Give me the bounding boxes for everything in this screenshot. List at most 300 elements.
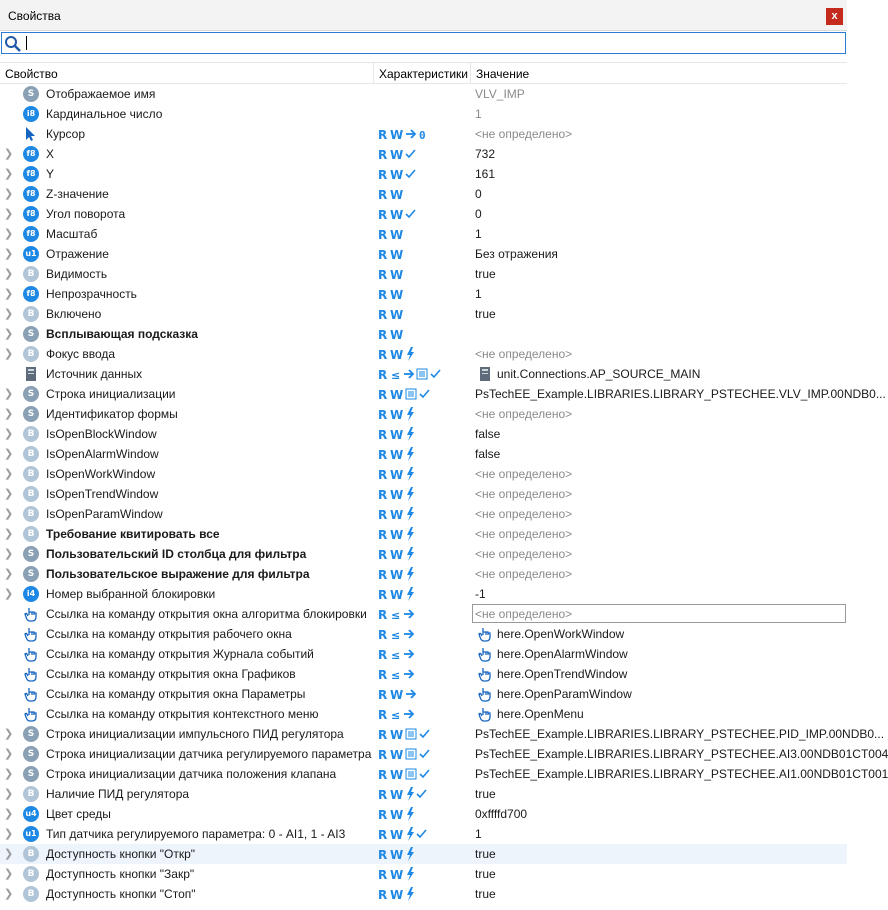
characteristics (377, 446, 418, 462)
property-row[interactable] (0, 424, 847, 444)
cursor-icon (23, 126, 39, 142)
characteristics (377, 866, 418, 882)
bolt-icon (407, 547, 414, 561)
type-i8-icon: i8 (23, 106, 39, 122)
check-icon (417, 830, 426, 837)
expand-chevron-icon[interactable]: ❯ (4, 168, 14, 180)
property-row[interactable] (0, 484, 847, 504)
characteristics (377, 346, 418, 362)
property-value[interactable]: 161 (475, 167, 496, 181)
property-row[interactable] (0, 884, 847, 904)
property-value[interactable]: true (475, 307, 496, 321)
type-u1-icon: u1 (23, 826, 39, 842)
bolt-icon (407, 527, 414, 541)
property-value[interactable]: true (475, 887, 496, 901)
svg-text:R: R (378, 888, 388, 902)
type-f8-icon: f8 (23, 206, 39, 222)
svg-text:W: W (390, 788, 404, 802)
property-row[interactable] (0, 184, 847, 204)
write-icon (390, 728, 403, 742)
write-icon (390, 588, 403, 602)
svg-text:W: W (390, 688, 404, 702)
property-row[interactable] (0, 224, 847, 244)
property-row[interactable] (0, 744, 888, 764)
property-value[interactable]: <не определено> (475, 527, 573, 541)
svg-text:R: R (378, 308, 388, 322)
property-value[interactable]: <не определено> (475, 607, 573, 621)
property-value[interactable]: 1 (475, 827, 482, 841)
svg-text:R: R (378, 328, 388, 342)
read-icon (378, 848, 387, 862)
characteristics (377, 146, 420, 162)
read-icon (378, 328, 387, 342)
search-input[interactable] (26, 36, 27, 50)
pointer-hand-icon (23, 706, 39, 722)
svg-text:R: R (378, 548, 388, 562)
write-icon (390, 168, 403, 182)
svg-text:W: W (390, 868, 404, 882)
write-icon (390, 208, 403, 222)
property-name: Кардинальное число (46, 107, 163, 121)
write-icon (390, 408, 403, 422)
write-icon (390, 148, 403, 162)
read-icon (378, 668, 387, 682)
read-icon (378, 728, 387, 742)
property-name: IsOpenParamWindow (46, 507, 163, 521)
property-row[interactable] (0, 464, 847, 484)
write-icon (390, 348, 403, 362)
property-row[interactable] (0, 124, 847, 144)
property-name: Z-значение (46, 187, 109, 201)
property-row[interactable] (0, 284, 847, 304)
svg-text:R: R (378, 708, 388, 722)
svg-text:R: R (378, 508, 388, 522)
property-row[interactable] (0, 784, 847, 804)
type-b-icon: B (23, 866, 39, 882)
read-icon (378, 788, 387, 802)
expand-chevron-icon[interactable]: ❯ (4, 828, 14, 840)
svg-text:W: W (390, 768, 404, 782)
type-i4-icon: i4 (23, 586, 39, 602)
write-icon (390, 888, 403, 902)
pointer-hand-icon (23, 606, 39, 622)
property-row[interactable] (0, 344, 847, 364)
svg-text:≤: ≤ (391, 609, 401, 622)
property-value[interactable]: PsTechEE_Example.LIBRARIES.LIBRARY_PSTECHEE.AI1.00NDB01CT001 (475, 767, 888, 781)
svg-text:W: W (390, 528, 404, 542)
bolt-icon (407, 427, 414, 441)
reference-icon (391, 649, 400, 662)
read-icon (378, 208, 387, 222)
property-value[interactable]: -1 (475, 587, 486, 601)
read-icon (378, 868, 387, 882)
type-s-icon: S (23, 766, 39, 782)
type-b-icon: B (23, 266, 39, 282)
property-name: Доступность кнопки "Закр" (46, 867, 195, 881)
property-row[interactable] (0, 444, 847, 464)
svg-text:W: W (390, 228, 404, 242)
pointer-hand-icon (23, 626, 39, 642)
read-icon (378, 708, 387, 722)
property-value[interactable]: <не определено> (475, 507, 573, 521)
close-button[interactable]: x (826, 8, 843, 25)
read-icon (378, 568, 387, 582)
property-row[interactable] (0, 144, 847, 164)
read-icon (378, 888, 387, 902)
property-name: Пользовательский ID столбца для фильтра (46, 547, 307, 561)
write-icon (390, 388, 403, 402)
property-row[interactable] (0, 724, 885, 744)
property-value[interactable]: PsTechEE_Example.LIBRARIES.LIBRARY_PSTECHEE.AI3.00NDB01CT004 (475, 747, 888, 761)
property-value[interactable]: here.OpenWorkWindow (497, 627, 625, 641)
arrow-right-icon (406, 130, 415, 138)
property-name: Ссылка на команду открытия рабочего окна (46, 627, 292, 641)
write-icon (390, 508, 403, 522)
arrow-right-icon (404, 370, 413, 378)
read-icon (378, 688, 387, 702)
property-value[interactable]: here.OpenParamWindow (497, 687, 632, 701)
expand-chevron-icon[interactable]: ❯ (4, 388, 14, 400)
column-characteristics[interactable]: Характеристики (379, 67, 468, 81)
svg-text:R: R (378, 528, 388, 542)
svg-text:W: W (390, 188, 404, 202)
type-b-icon: B (23, 526, 39, 542)
property-row[interactable] (0, 264, 847, 284)
property-value[interactable]: here.OpenMenu (497, 707, 584, 721)
expand-chevron-icon[interactable]: ❯ (4, 568, 14, 580)
property-row[interactable] (0, 604, 847, 624)
property-row[interactable] (0, 324, 847, 344)
write-icon (390, 268, 403, 282)
pointer-hand-icon (477, 626, 493, 642)
characteristics (377, 266, 407, 282)
expand-chevron-icon[interactable]: ❯ (4, 348, 14, 360)
svg-text:W: W (390, 388, 404, 402)
expand-chevron-icon[interactable]: ❯ (4, 508, 14, 520)
column-divider[interactable] (373, 63, 374, 83)
characteristics (377, 526, 418, 542)
type-f8-icon: f8 (23, 226, 39, 242)
type-s-icon: S (23, 326, 39, 342)
write-icon (390, 328, 403, 342)
property-value[interactable]: 0 (475, 187, 482, 201)
characteristics (377, 766, 434, 782)
characteristics (377, 826, 431, 842)
svg-text:R: R (378, 148, 388, 162)
column-divider[interactable] (470, 63, 471, 83)
svg-text:W: W (390, 428, 404, 442)
pointer-hand-icon (23, 646, 39, 662)
property-name: Масштаб (46, 227, 98, 241)
expand-chevron-icon[interactable]: ❯ (4, 528, 14, 540)
property-name: Доступность кнопки "Откр" (46, 847, 196, 861)
svg-text:R: R (378, 748, 388, 762)
read-icon (378, 648, 387, 662)
property-value[interactable]: PsTechEE_Example.LIBRARIES.LIBRARY_PSTECHEE.VLV_IMP.00NDB0... (475, 387, 886, 401)
write-icon (390, 128, 403, 142)
expand-chevron-icon[interactable]: ❯ (4, 328, 14, 340)
check-icon (420, 770, 429, 777)
property-row[interactable] (0, 644, 847, 664)
property-row[interactable] (0, 704, 847, 724)
check-icon (406, 150, 415, 157)
property-value[interactable]: <не определено> (475, 347, 573, 361)
characteristics (377, 646, 418, 662)
write-icon (390, 248, 403, 262)
property-value[interactable]: <не определено> (475, 487, 573, 501)
property-row[interactable] (0, 764, 888, 784)
expand-chevron-icon[interactable]: ❯ (4, 588, 14, 600)
type-s-icon: S (23, 726, 39, 742)
characteristics (377, 546, 418, 562)
property-list (0, 84, 888, 904)
property-value[interactable]: unit.Connections.AP_SOURCE_MAIN (497, 367, 701, 381)
arrow-right-icon (404, 670, 413, 678)
bolt-icon (407, 867, 414, 881)
property-row[interactable] (0, 844, 847, 864)
property-row[interactable] (0, 864, 847, 884)
property-row[interactable] (0, 304, 847, 324)
property-value[interactable]: 1 (475, 287, 482, 301)
property-value[interactable]: <не определено> (475, 567, 573, 581)
characteristics (377, 406, 418, 422)
write-icon (390, 808, 403, 822)
title-bar (0, 0, 847, 31)
bolt-icon (407, 807, 414, 821)
property-value[interactable]: 732 (475, 147, 496, 161)
expand-chevron-icon[interactable]: ❯ (4, 188, 14, 200)
expand-chevron-icon[interactable]: ❯ (4, 448, 14, 460)
expand-chevron-icon[interactable]: ❯ (4, 248, 14, 260)
write-icon (390, 688, 403, 702)
expand-chevron-icon[interactable]: ❯ (4, 728, 14, 740)
expand-chevron-icon[interactable]: ❯ (4, 148, 14, 160)
read-icon (378, 408, 387, 422)
svg-text:R: R (378, 128, 388, 142)
property-value[interactable]: <не определено> (475, 547, 573, 561)
read-icon (378, 588, 387, 602)
property-row[interactable] (0, 584, 847, 604)
expand-chevron-icon[interactable]: ❯ (4, 848, 14, 860)
svg-text:W: W (390, 728, 404, 742)
characteristics (377, 326, 407, 342)
expand-chevron-icon[interactable]: ❯ (4, 748, 14, 760)
expand-chevron-icon[interactable]: ❯ (4, 408, 14, 420)
property-name: Требование квитировать все (46, 527, 220, 541)
property-row[interactable] (0, 404, 847, 424)
expand-chevron-icon[interactable]: ❯ (4, 488, 14, 500)
property-name: Доступность кнопки "Стоп" (46, 887, 196, 901)
type-b-icon: B (23, 486, 39, 502)
svg-text:R: R (378, 568, 388, 582)
property-name: Ссылка на команду открытия окна Графиков (46, 667, 296, 681)
property-name: Видимость (46, 267, 108, 281)
property-name: IsOpenAlarmWindow (46, 447, 159, 461)
property-row[interactable] (0, 504, 847, 524)
svg-text:W: W (390, 508, 404, 522)
property-value[interactable]: false (475, 447, 501, 461)
property-name: Наличие ПИД регулятора (46, 787, 190, 801)
type-f8-icon: f8 (23, 286, 39, 302)
property-value[interactable]: false (475, 427, 501, 441)
expand-chevron-icon[interactable]: ❯ (4, 428, 14, 440)
property-row[interactable] (0, 364, 847, 384)
property-row[interactable] (0, 524, 847, 544)
property-row[interactable] (0, 244, 847, 264)
type-s-icon: S (23, 546, 39, 562)
write-icon (390, 528, 403, 542)
property-name: Строка инициализации (46, 387, 176, 401)
characteristics (377, 206, 420, 222)
write-icon (390, 228, 403, 242)
property-value[interactable]: true (475, 867, 496, 881)
write-icon (390, 488, 403, 502)
bolt-icon (407, 447, 414, 461)
characteristics (377, 186, 407, 202)
characteristics (377, 106, 379, 122)
read-icon (378, 608, 387, 622)
property-name: IsOpenBlockWindow (46, 427, 157, 441)
property-value[interactable]: <не определено> (475, 407, 573, 421)
property-value[interactable]: here.OpenAlarmWindow (497, 647, 628, 661)
characteristics (377, 286, 407, 302)
property-value[interactable]: true (475, 267, 496, 281)
property-row[interactable] (0, 544, 847, 564)
expand-chevron-icon[interactable]: ❯ (4, 768, 14, 780)
write-icon (390, 548, 403, 562)
property-name: Ссылка на команду открытия окна алгоритма блокировки (46, 607, 367, 621)
property-value[interactable]: true (475, 847, 496, 861)
expand-chevron-icon[interactable]: ❯ (4, 888, 14, 900)
property-name: IsOpenWorkWindow (46, 467, 156, 481)
type-u4-icon: u4 (23, 806, 39, 822)
list-icon (417, 369, 427, 379)
check-icon (406, 210, 415, 217)
list-icon (406, 729, 416, 739)
read-icon (378, 388, 387, 402)
property-row[interactable] (0, 804, 847, 824)
zero-icon (419, 129, 426, 142)
property-row[interactable] (0, 104, 847, 124)
property-name: Y (46, 167, 55, 181)
write-icon (390, 428, 403, 442)
check-icon (417, 790, 426, 797)
property-value[interactable]: 1 (475, 227, 482, 241)
property-value[interactable]: 1 (475, 107, 482, 121)
column-property[interactable]: Свойство (5, 67, 58, 81)
write-icon (390, 568, 403, 582)
type-s-icon: S (23, 566, 39, 582)
property-name: X (46, 147, 55, 161)
type-b-icon: B (23, 886, 39, 902)
svg-text:W: W (390, 828, 404, 842)
expand-chevron-icon[interactable]: ❯ (4, 208, 14, 220)
list-icon (406, 389, 416, 399)
property-value[interactable]: <не определено> (475, 467, 573, 481)
svg-text:R: R (378, 588, 388, 602)
write-icon (390, 308, 403, 322)
property-value[interactable]: true (475, 787, 496, 801)
write-icon (390, 468, 403, 482)
svg-text:≤: ≤ (391, 649, 401, 662)
property-name: Курсор (46, 127, 86, 141)
arrow-right-icon (404, 710, 413, 718)
property-row[interactable] (0, 624, 847, 644)
expand-chevron-icon[interactable]: ❯ (4, 868, 14, 880)
property-name: Цвет среды (46, 807, 111, 821)
property-name: Источник данных (46, 367, 143, 381)
bolt-icon (407, 787, 414, 801)
property-row[interactable] (0, 684, 847, 704)
property-row[interactable] (0, 384, 886, 404)
search-field[interactable] (1, 32, 846, 54)
expand-chevron-icon[interactable]: ❯ (4, 308, 14, 320)
expand-chevron-icon[interactable]: ❯ (4, 288, 14, 300)
read-icon (378, 188, 387, 202)
svg-text:W: W (390, 308, 404, 322)
read-icon (378, 768, 387, 782)
svg-text:R: R (378, 208, 388, 222)
property-row[interactable] (0, 564, 847, 584)
list-icon (406, 769, 416, 779)
expand-chevron-icon[interactable]: ❯ (4, 548, 14, 560)
svg-text:W: W (390, 168, 404, 182)
svg-text:0: 0 (419, 129, 426, 142)
reference-icon (391, 369, 400, 382)
svg-text:R: R (378, 828, 388, 842)
svg-text:R: R (378, 608, 388, 622)
svg-text:R: R (378, 848, 388, 862)
window-title: Свойства (8, 9, 61, 23)
svg-text:R: R (378, 408, 388, 422)
type-s-icon: S (23, 406, 39, 422)
characteristics (377, 426, 418, 442)
arrow-right-icon (404, 650, 413, 658)
expand-chevron-icon[interactable]: ❯ (4, 228, 14, 240)
read-icon (378, 628, 387, 642)
property-row[interactable] (0, 204, 847, 224)
column-value[interactable]: Значение (476, 67, 530, 81)
property-row[interactable] (0, 664, 847, 684)
property-value[interactable]: Без отражения (475, 247, 558, 261)
property-value[interactable]: 0 (475, 207, 482, 221)
property-value[interactable]: PsTechEE_Example.LIBRARIES.LIBRARY_PSTECHEE.PID_IMP.00NDB0... (475, 727, 885, 741)
write-icon (390, 748, 403, 762)
expand-chevron-icon[interactable]: ❯ (4, 268, 14, 280)
arrow-right-icon (404, 610, 413, 618)
property-row[interactable] (0, 84, 847, 104)
property-value[interactable]: 0xffffd700 (475, 807, 528, 821)
pointer-hand-icon (477, 706, 493, 722)
characteristics (377, 506, 418, 522)
property-row[interactable] (0, 164, 847, 184)
expand-chevron-icon[interactable]: ❯ (4, 468, 14, 480)
property-value[interactable]: VLV_IMP (475, 87, 525, 101)
svg-text:W: W (390, 888, 404, 902)
write-icon (390, 848, 403, 862)
expand-chevron-icon[interactable]: ❯ (4, 788, 14, 800)
property-value[interactable]: <не определено> (475, 127, 573, 141)
read-icon (378, 148, 387, 162)
svg-text:W: W (390, 848, 404, 862)
property-row[interactable] (0, 824, 847, 844)
expand-chevron-icon[interactable]: ❯ (4, 808, 14, 820)
svg-text:R: R (378, 428, 388, 442)
property-value[interactable]: here.OpenTrendWindow (497, 667, 628, 681)
property-name: Номер выбранной блокировки (46, 587, 216, 601)
read-icon (378, 468, 387, 482)
characteristics (377, 86, 379, 102)
